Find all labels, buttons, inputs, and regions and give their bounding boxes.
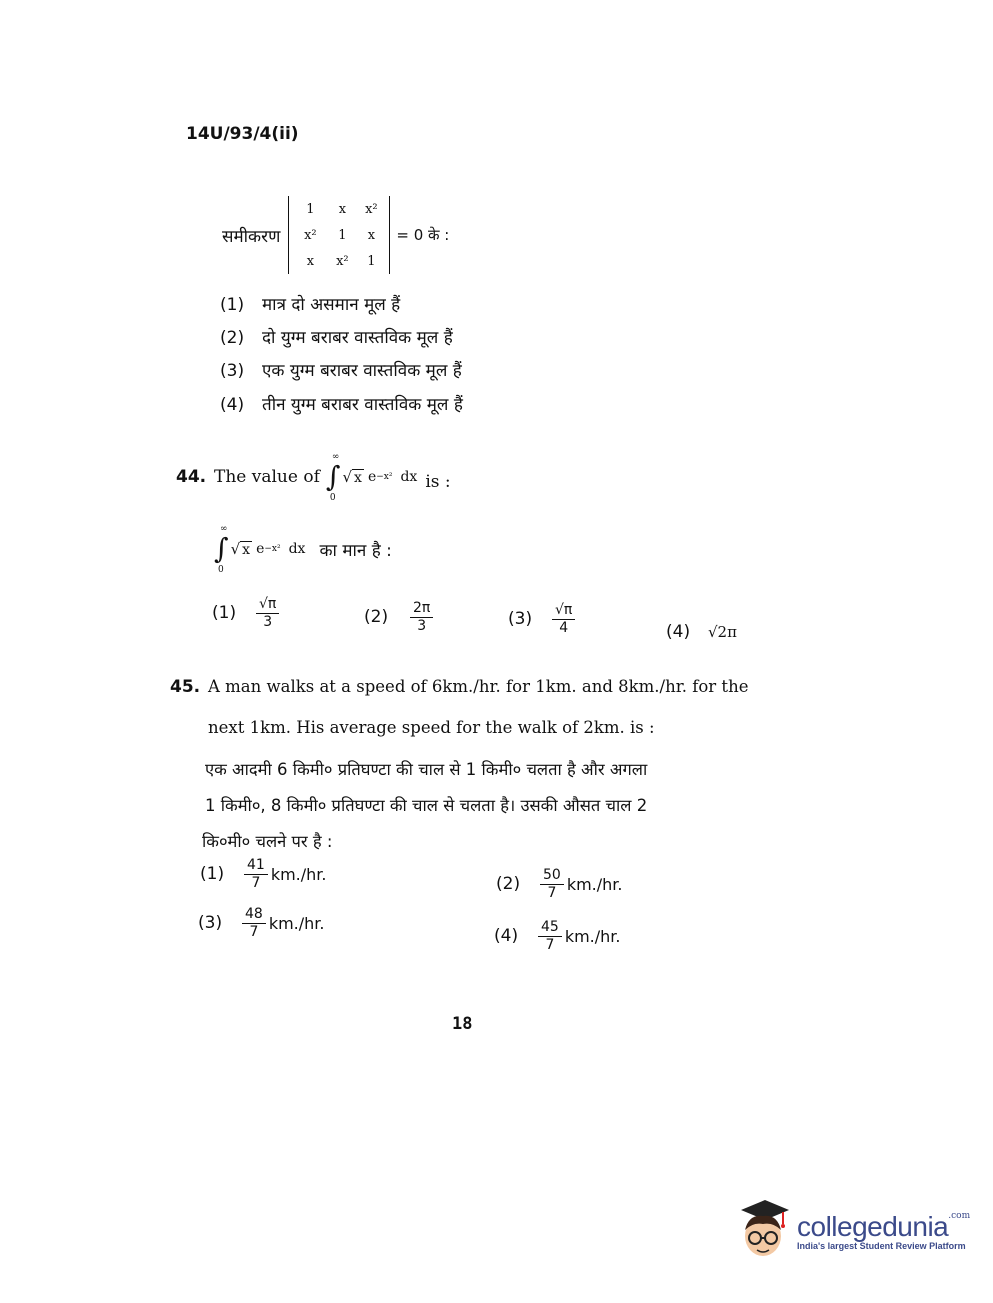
brand-com: .com: [948, 1211, 971, 1221]
exp-power: −x²: [376, 472, 393, 482]
option-fraction: $\frac{√\pi}{4}$: [552, 602, 575, 637]
option-unit: km./hr.: [270, 864, 327, 884]
option-unit: km./hr.: [566, 874, 623, 894]
q45-hindi1: एक आदमी 6 किमी० प्रतिघण्टा की चाल से 1 किमी० चलता है और अगला: [205, 760, 648, 779]
option-number: (1): [212, 603, 237, 624]
q44-prefix: The value of: [214, 467, 320, 487]
sqrt-argument: x: [354, 469, 362, 486]
option-number: (4): [666, 622, 691, 642]
q43-option-2: [220, 325, 453, 348]
matrix-cell: x²: [304, 227, 317, 243]
option-unit: km./hr.: [564, 926, 621, 946]
matrix-cell: x: [306, 253, 315, 269]
q45-option-2: [496, 867, 623, 902]
dx: dx: [288, 541, 306, 557]
page-number: 18: [452, 1014, 473, 1034]
q44-suffix: is :: [425, 472, 451, 492]
option-number: (3): [198, 913, 223, 934]
collegedunia-logo: [735, 1196, 970, 1266]
q45-option-4: [494, 919, 621, 954]
option-text: √2π: [708, 623, 737, 641]
matrix-cell: x: [338, 201, 347, 217]
matrix-cell: 1: [338, 227, 347, 243]
matrix-cell: x²: [336, 253, 349, 269]
matrix-cell: x²: [365, 201, 378, 217]
option-fraction: $\frac{50}{7}$: [540, 867, 564, 902]
option-fraction: $\frac{2\pi}{3}$: [410, 600, 433, 635]
integral-sign: ∫ ∞ 0: [214, 524, 229, 575]
q44-integral-hindi: [214, 524, 306, 575]
q44-option-1: [212, 596, 279, 631]
option-number: (2): [496, 874, 521, 895]
option-fraction: $\frac{48}{7}$: [242, 906, 266, 941]
option-unit: km./hr.: [268, 913, 325, 933]
matrix-cell: 1: [367, 253, 376, 269]
option-text: एक युग्म बराबर वास्तविक मूल हैं: [262, 361, 462, 381]
option-number: (3): [508, 609, 533, 630]
q43-determinant: [222, 196, 449, 274]
sqrt-sign: √: [342, 468, 353, 486]
option-number: (2): [364, 607, 389, 628]
logo-text: [797, 1211, 970, 1251]
q44-hindi-suffix: का मान है :: [319, 540, 392, 561]
exp-power: −x²: [264, 544, 281, 554]
option-number: (1): [220, 295, 245, 315]
question-number: 44.: [176, 467, 207, 487]
option-number: (1): [200, 864, 225, 885]
option-fraction: $\frac{√\pi}{3}$: [256, 596, 279, 631]
brand-name: collegedunia: [797, 1211, 949, 1242]
paper-code: 14U/93/4(ii): [186, 124, 299, 144]
brand-tagline: India's largest Student Review Platform: [797, 1241, 966, 1251]
option-fraction: $\frac{41}{7}$: [244, 857, 268, 892]
q44-option-4: [666, 622, 737, 642]
integral-sign: ∫ ∞ 0: [325, 452, 341, 503]
q44-stem: [176, 452, 451, 503]
option-text: दो युग्म बराबर वास्तविक मूल हैं: [262, 328, 453, 348]
matrix-cell: 1: [306, 201, 315, 217]
q44-option-3: [508, 602, 575, 637]
option-number: (3): [220, 361, 245, 381]
q45-hindi2: 1 किमी०, 8 किमी० प्रतिघण्टा की चाल से चलता है। उसकी औसत चाल 2: [205, 796, 648, 815]
q44-hindi-stem: [214, 524, 392, 575]
option-text: तीन युग्म बराबर वास्तविक मूल हैं: [262, 395, 463, 415]
exp-base: e: [256, 541, 265, 557]
sqrt-argument: x: [242, 541, 251, 558]
question-number: 45.: [170, 677, 201, 697]
q45-line1: A man walks at a speed of 6km./hr. for 1km. and 8km./hr. for the: [208, 677, 749, 696]
q43-matrix: [288, 196, 390, 274]
q43-option-3: [220, 358, 462, 381]
q45-hindi3: कि०मी० चलने पर है :: [202, 832, 333, 851]
option-text: मात्र दो असमान मूल हैं: [262, 295, 401, 315]
q44-integral: [325, 452, 418, 503]
option-number: (4): [494, 926, 519, 947]
student-mascot-icon: [735, 1196, 791, 1266]
option-number: (2): [220, 328, 245, 348]
q44-option-2: [364, 600, 433, 635]
q43-det-label: समीकरण: [222, 226, 281, 247]
q43-det-rest: = 0 के :: [396, 226, 450, 244]
matrix-cell: x: [367, 227, 376, 243]
sqrt-sign: √: [230, 540, 241, 558]
q43-option-1: [220, 292, 400, 315]
q45-line2: next 1km. His average speed for the walk of 2km. is :: [208, 718, 655, 737]
dx: dx: [400, 469, 418, 485]
exp-base: e: [367, 469, 377, 485]
option-fraction: $\frac{45}{7}$: [538, 919, 562, 954]
q45-stem-line1: [170, 677, 748, 697]
q43-option-4: [220, 392, 463, 415]
q45-option-3: [198, 906, 325, 941]
option-number: (4): [220, 395, 245, 415]
q45-option-1: [200, 857, 327, 892]
